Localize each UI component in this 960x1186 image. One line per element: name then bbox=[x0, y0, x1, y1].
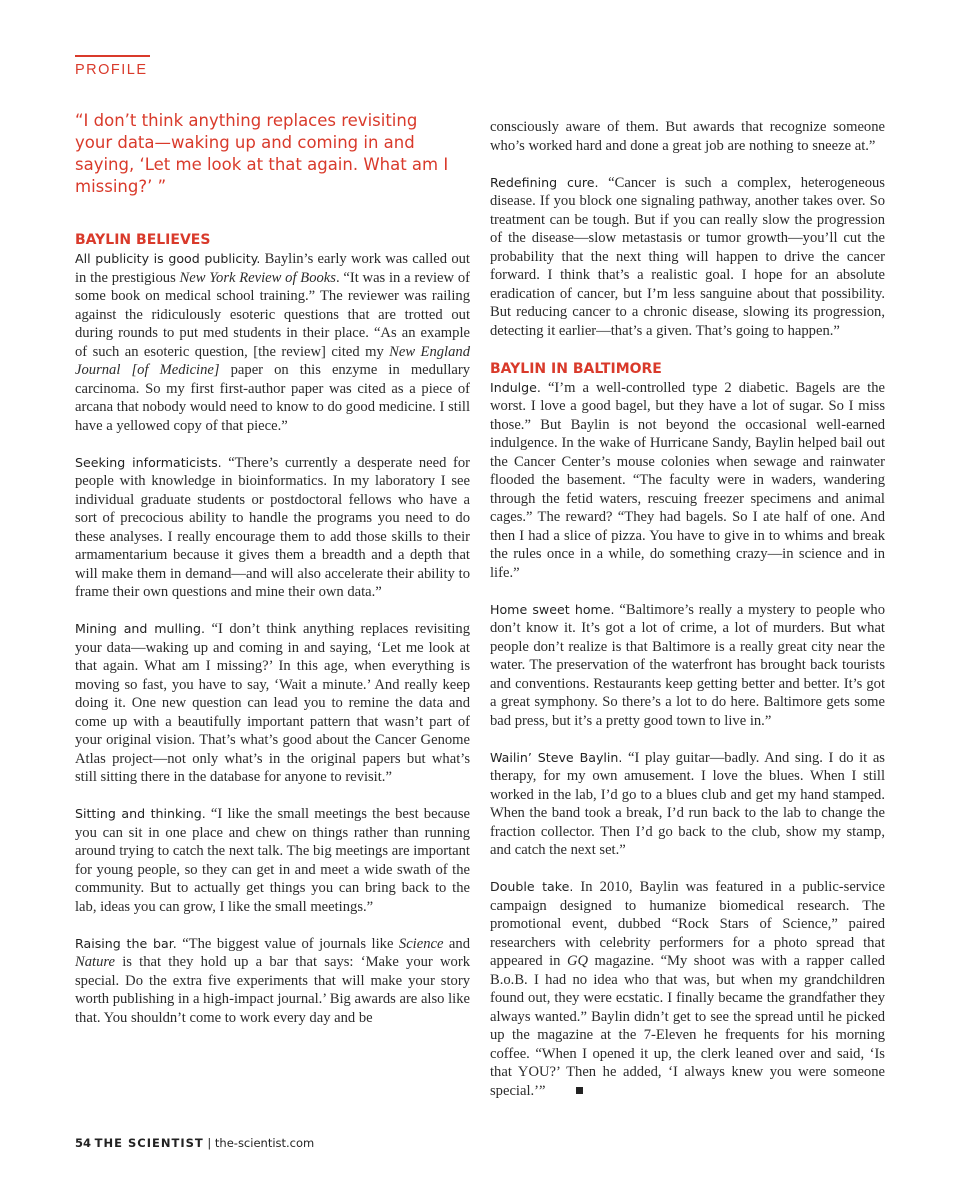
section-rule bbox=[75, 55, 150, 57]
magazine-name: THE SCIENTIST bbox=[94, 1136, 204, 1150]
paragraph-text: “I play guitar—badly. And sing. I do it as therapy, for my own amusement. I love the blues. When I still worked in the lab, I’d go to a blues club and get my hand stamped. When the band took a break, I’d run back to the lab to change the fraction collector. Then I’d go back to the club, show my stamp, and catch the next set.” bbox=[490, 749, 885, 858]
paragraph-continuation: consciously aware of them. But awards that recognize someone who’s worked hard and done a great job are nothing to sneeze at.” bbox=[490, 119, 885, 154]
publication-title: GQ bbox=[566, 953, 589, 969]
paragraph-lead: Redefining cure. bbox=[490, 174, 599, 190]
paragraph-lead: Indulge. bbox=[490, 379, 541, 395]
paragraph-text: “The biggest value of journals like bbox=[176, 935, 399, 952]
left-column bbox=[75, 230, 470, 1046]
publication-title: Science bbox=[398, 935, 444, 952]
paragraph-text: “I’m a well-controlled type 2 diabetic. Bagels are the worst. I love a good bagel, but they have a lot of sugar. So I miss those.” But Baylin is not beyond the occasional well-earned indulgence. In the wake of Hurricane Sandy, Baylin helped bail out the Cancer Center’s mouse colonies when sewage and rainwater flooded the basement. “The faculty were in waders, wandering through the fetid waters, rescuing freezer specimens and animal cages.” The reward? “They had bagels. So I ate half of one. And then I had a slice of pizza. You have to give in to whims and break the rules once in a while, do something crazy—in science and in life.” bbox=[490, 379, 885, 581]
paragraph-indulge bbox=[490, 379, 885, 583]
paragraph-lead: Wailin’ Steve Baylin. bbox=[490, 749, 623, 765]
pull-quote: “I don’t think anything replaces revisiting your data—waking up and coming in and saying, ‘Let me look at that again. What am I missing?’ ” bbox=[75, 111, 449, 196]
paragraph-text: “I like the small meetings the best because you can sit in one place and chew on things rather than running around trying to catch the next talk. The big meetings are important for young people, so they can get in and meet a wide swath of the community. But to actually get things you can bring back to the lab, ideas you can grow, I like the small meetings.” bbox=[75, 806, 470, 915]
publication-title: New England Journal [of Medicine] bbox=[75, 343, 470, 378]
paragraph-mining-and-mulling bbox=[75, 620, 470, 787]
paragraph-lead: Home sweet home. bbox=[490, 601, 615, 617]
paragraph-raising-the-bar bbox=[75, 935, 470, 1028]
paragraph-lead: Mining and mulling. bbox=[75, 621, 205, 636]
footer-separator: | bbox=[207, 1136, 212, 1150]
paragraph-text: paper on this enzyme in medullary carcinoma. So my first first-author paper was cited as a piece of arcana that nobody would need to know to do good medicine. I still have a yellowed copy of that piece.” bbox=[75, 362, 471, 434]
paragraph-text: and bbox=[443, 935, 470, 952]
paragraph-home-sweet-home bbox=[490, 601, 885, 731]
paragraph-seeking-informaticists bbox=[75, 454, 470, 602]
paragraph-text: “Cancer is such a complex, heterogeneous disease. If you block one signaling pathway, another takes over. So treatment can be tough. But if you can really slow the progression of the disease—slow metastasis or tumor growth—you’ll cut the probability that the next thing will happen to drive the cancer forward. I think that’s a realistic goal. I hope for an absolute eradication of cancer, but I’m less sanguine about that possibility. But reducing cancer to a chronic disease, slowing its progression, detecting it earlier—that’s a given. That’s going to happen.” bbox=[490, 174, 885, 339]
section-heading-baylin-believes: BAYLIN BELIEVES bbox=[75, 232, 211, 248]
section-heading-baylin-in-baltimore: BAYLIN IN BALTIMORE bbox=[490, 360, 662, 377]
paragraph-text: . “It was in a review of some book on medical school training.” The reviewer was railing against the ridiculously esoteric questions that are trotted out during rounds to put med students in their place. “As an example of such an esoteric question, [the review] cited my bbox=[75, 269, 470, 360]
paragraph-sitting-and-thinking bbox=[75, 805, 470, 916]
paragraph-text: In 2010, Baylin was featured in a public-service campaign designed to humanize biomedical research. The promotional event, dubbed “Rock Stars of Science,” paired researchers with celebrity performers for a photo spread that appeared in bbox=[490, 879, 885, 969]
paragraph-text: Baylin’s early work was called out in the prestigious bbox=[75, 251, 470, 286]
paragraph-all-publicity bbox=[75, 250, 470, 435]
paragraph-wailin-steve-baylin bbox=[490, 749, 885, 860]
page-number: 54 bbox=[75, 1136, 92, 1150]
paragraph-double-take bbox=[490, 878, 885, 1100]
paragraph-text: “Baltimore’s really a mystery to people who don’t know it. It’s got a lot of crime, a lot of murders. But what people don’t realize is that Baltimore is a really great city near the water. The preservation of the waterfront has brought back tourists and conventions. Restaurants keep getting better and better. It’s got a great symphony. So there’s a lot to do here. Baltimore gets some bad press, but it’s a pretty good town to live in.” bbox=[490, 601, 885, 729]
paragraph-text: is that they hold up a bar that says: ‘Make your work special. Do the extra five experiments that will make your story worth publishing in a high-impact journal.’ Big awards are also like that. You shouldn’t come to work every day and be bbox=[75, 954, 470, 1026]
page-footer bbox=[75, 1136, 314, 1150]
publication-title: New York Review of Books bbox=[179, 269, 336, 286]
publication-title: Nature bbox=[75, 954, 115, 970]
paragraph-lead: Seeking informaticists. bbox=[75, 454, 222, 470]
section-label: PROFILE bbox=[75, 62, 148, 78]
right-column bbox=[490, 118, 885, 1119]
paragraph-text: “I don’t think anything replaces revisiting your data—waking up and coming in and saying, ‘Let me look at that again. What am I missing?’ In this age, when everything is moving so fast, you have to say, ‘Wait a minute.’ And really keep doing it. One new question can lead you to remine the data and come up with a beautifully important pattern that wasn’t part of your original vision. That’s what’s good about the Cancer Genome Atlas project—not only what’s in the original papers but what’s still sitting there in the database for anyone to revisit.” bbox=[75, 621, 470, 785]
paragraph-lead: All publicity is good publicity. bbox=[75, 251, 261, 266]
paragraph-redefining-cure bbox=[490, 174, 885, 341]
end-mark bbox=[576, 1087, 583, 1094]
paragraph-lead: Sitting and thinking. bbox=[75, 806, 206, 821]
website-url: the-scientist.com bbox=[214, 1136, 315, 1150]
paragraph-lead: Raising the bar. bbox=[75, 935, 177, 951]
paragraph-lead: Double take. bbox=[490, 879, 574, 894]
paragraph-text: “There’s currently a desperate need for people with knowledge in bioinformatics. In my laboratory I see individual graduate students or postdoctoral fellows who have a sort of precocious ability to handle the programs you need to do these analyses. I really encourage them to add those skills to their armamentarium because it gives them a breadth and a depth that will make them in demand—and will also accelerate their ability to frame their own questions and mine their own data.” bbox=[75, 454, 470, 600]
paragraph-text: magazine. “My shoot was with a rapper called B.o.B. I had no idea who that was, but when my grandchildren found out, they were ecstatic. I finally became the grandfather they always wanted.” Baylin didn’t get to see the spread until he picked up the magazine at the 7-Eleven he frequents for his morning coffee. “When I opened it up, the clerk leaned over and said, ‘Is that YOU?’ Then he added, ‘I always knew you were someone special.’” bbox=[490, 953, 885, 1099]
